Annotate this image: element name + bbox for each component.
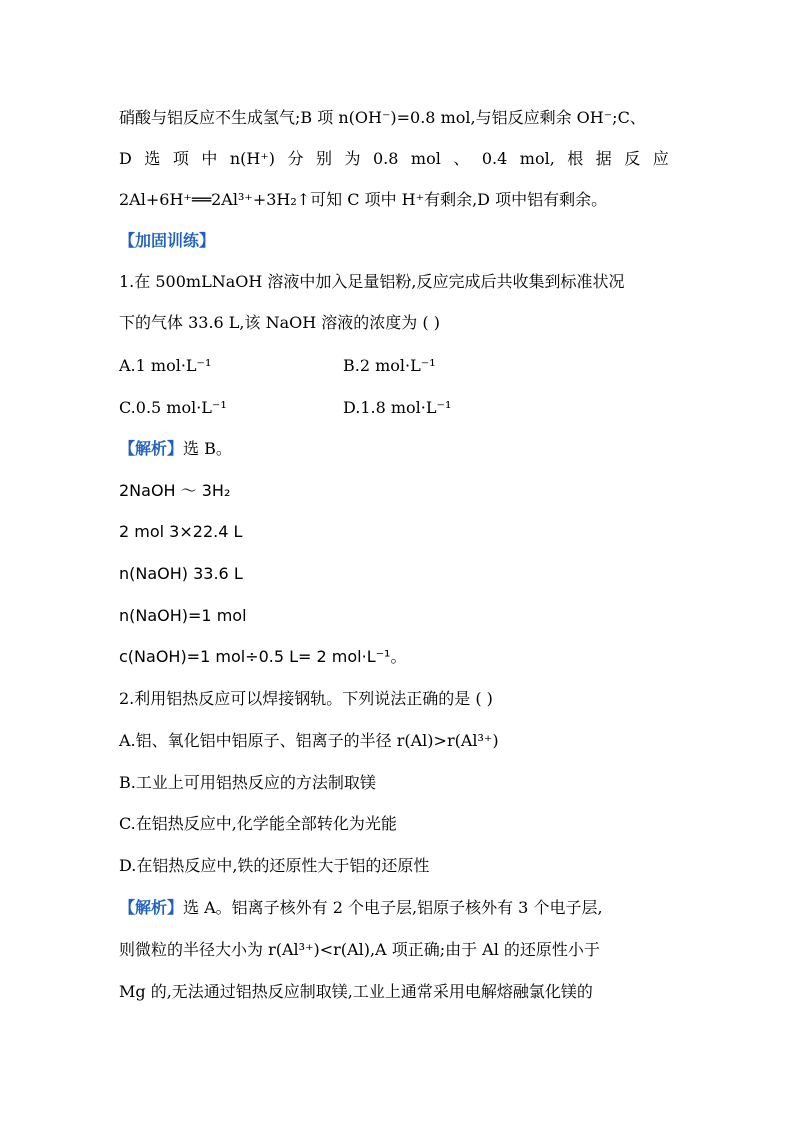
q1-work-line-3: n(NaOH) 33.6 L [119, 564, 243, 583]
q2-analysis-line-1 [119, 898, 679, 918]
q1-options-row-1 [119, 356, 679, 376]
section-title: 【加固训练】 [119, 231, 216, 250]
q1-analysis-tag: 【解析】 [119, 439, 184, 458]
q2-option-a: A.铝、氧化铝中铝原子、铝离子的半径 r(Al)>r(Al³⁺) [119, 731, 499, 750]
q2-analysis-line-2: 则微粒的半径大小为 r(Al³⁺)<r(Al),A 项正确;由于 Al 的还原性小于 [119, 940, 600, 959]
intro-word: 反 [624, 149, 641, 168]
q1-work-line-4: n(NaOH)=1 mol [119, 606, 247, 625]
intro-word: D [119, 149, 132, 168]
intro-word: 分 [287, 149, 304, 168]
q2-analysis-tag: 【解析】 [119, 898, 184, 917]
intro-line-1: 硝酸与铝反应不生成氢气;B 项 n(OH⁻)=0.8 mol,与铝反应剩余 OH⁻;C、 [119, 108, 646, 127]
intro-word: mol, [519, 149, 555, 168]
q1-analysis-answer: 选 B。 [183, 439, 232, 458]
q2-analysis-text-1: 选 A。铝离子核外有 2 个电子层,铝原子核外有 3 个电子层, [183, 898, 603, 917]
q2-stem: 2.利用铝热反应可以焊接钢轨。下列说法正确的是 ( ) [119, 689, 493, 708]
intro-word: 别 [315, 149, 332, 168]
intro-line-2 [119, 149, 669, 169]
q2-analysis-line-3: Mg 的,无法通过铝热反应制取镁,工业上通常采用电解熔融氯化镁的 [119, 982, 593, 1001]
intro-word: 根 [567, 149, 584, 168]
intro-word: 应 [652, 149, 669, 168]
intro-word: 据 [595, 149, 612, 168]
q1-options-row-2 [119, 398, 679, 418]
intro-word: 0.8 [372, 149, 399, 168]
q1-option-d: D.1.8 mol·L⁻¹ [343, 398, 452, 417]
intro-word: n(H⁺) [229, 149, 275, 168]
q2-option-c: C.在铝热反应中,化学能全部转化为光能 [119, 814, 397, 833]
q1-work-line-2: 2 mol 3×22.4 L [119, 522, 243, 541]
q1-stem-line-2: 下的气体 33.6 L,该 NaOH 溶液的浓度为 ( ) [119, 313, 440, 332]
intro-word: 、 [453, 149, 470, 168]
q1-option-b: B.2 mol·L⁻¹ [343, 356, 436, 375]
q1-work-line-5: c(NaOH)=1 mol÷0.5 L= 2 mol·L⁻¹。 [119, 647, 407, 666]
q2-option-d: D.在铝热反应中,铁的还原性大于铝的还原性 [119, 856, 430, 875]
q1-option-a: A.1 mol·L⁻¹ [119, 356, 212, 375]
intro-word: 0.4 [481, 149, 508, 168]
intro-word: 项 [172, 149, 189, 168]
q1-work-line-1: 2NaOH ～ 3H₂ [119, 481, 231, 500]
intro-word: 为 [344, 149, 361, 168]
intro-word: mol [410, 149, 441, 168]
intro-word: 中 [201, 149, 218, 168]
q1-option-c: C.0.5 mol·L⁻¹ [119, 398, 227, 417]
q1-analysis [119, 439, 679, 459]
intro-word: 选 [144, 149, 161, 168]
intro-line-3: 2Al+6H⁺══2Al³⁺+3H₂↑可知 C 项中 H⁺有剩余,D 项中铝有剩余。 [119, 190, 608, 209]
q1-stem-line-1: 1.在 500mLNaOH 溶液中加入足量铝粉,反应完成后共收集到标准状况 [119, 272, 625, 291]
q2-option-b: B.工业上可用铝热反应的方法制取镁 [119, 773, 376, 792]
